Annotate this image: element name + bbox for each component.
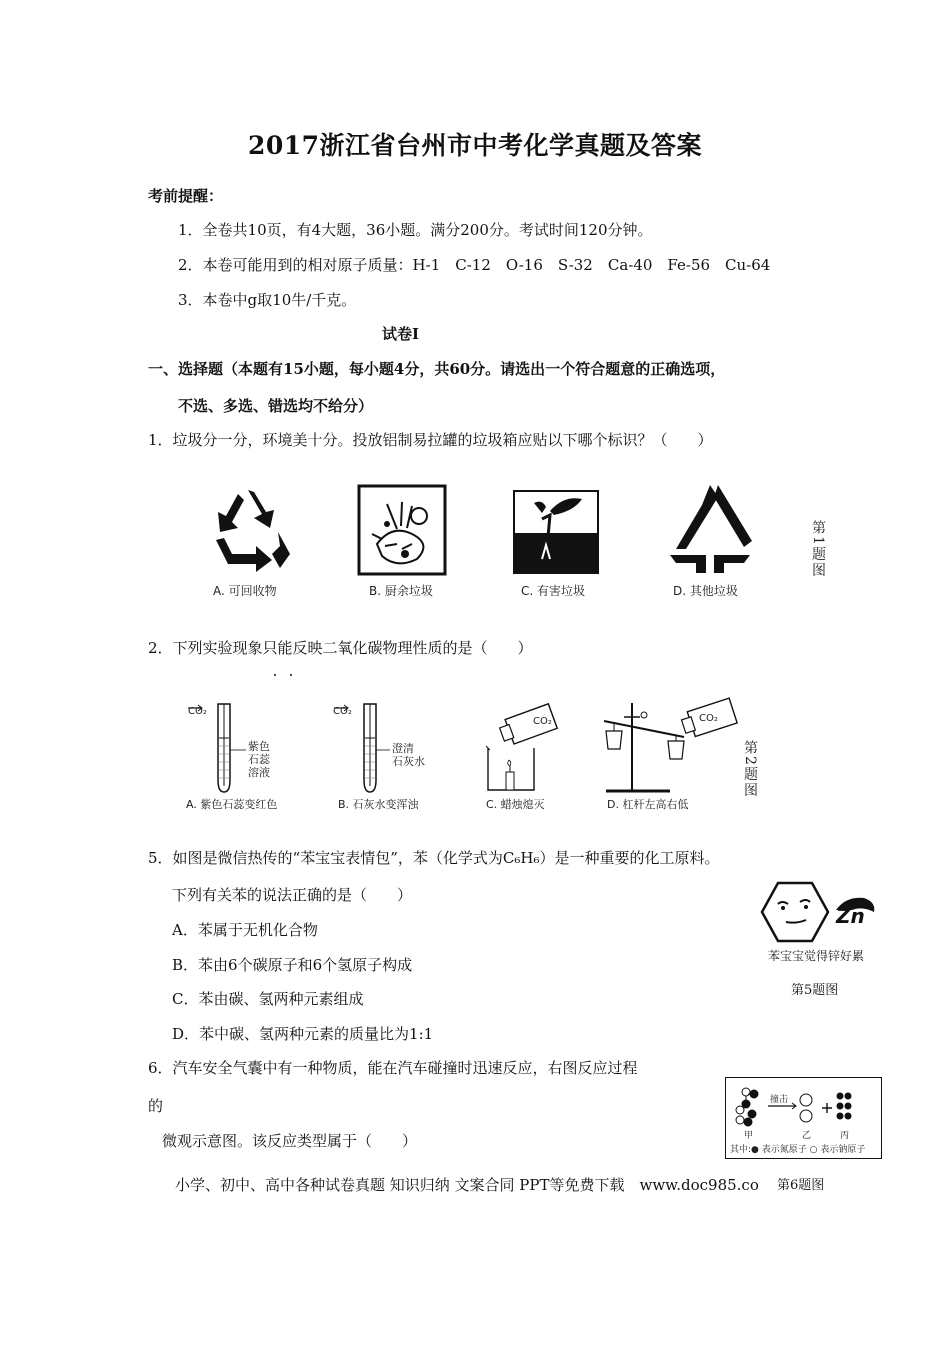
zinc-symbol: Zn (836, 904, 865, 928)
benzene-caption: 苯宝宝觉得锌好累 (768, 949, 865, 963)
q2-option-b: B. 石灰水变浑浊 (338, 798, 419, 811)
reminder-item: 2．本卷可能用到的相对原子质量：H-1 C-12 O-16 S-32 Ca-40 Fe-56 Cu-64 (178, 256, 771, 274)
q2-option-d: D. 杠杆左高右低 (607, 798, 689, 811)
litmus-label-1: 紫色 (248, 740, 270, 753)
reminder-item: 3．本卷中g取10牛/千克。 (178, 291, 357, 309)
reactant-label: 甲 (744, 1131, 754, 1141)
co2-label: CO₂ (533, 716, 552, 727)
limewater-label-1: 澄清 (392, 742, 414, 755)
q2-figure-label: 第2题图 (742, 740, 758, 799)
q2-option-a: A. 紫色石蕊变红色 (186, 798, 278, 811)
q5-option-a: A．苯属于无机化合物 (172, 921, 318, 939)
q1-option-b: B. 厨余垃圾 (369, 584, 433, 598)
co2-label: CO₂ (188, 706, 207, 717)
question-1-text: 1．垃圾分一分，环境美十分。投放铝制易拉罐的垃圾箱应贴以下哪个标识？（ ） (148, 431, 713, 449)
question-5-text-cont: 下列有关苯的说法正确的是（ ） (172, 886, 413, 904)
reaction-diagram (725, 1077, 882, 1159)
question-2-text: 2．下列实验现象只能反映二氧化碳物理性质的是（ ） (148, 639, 533, 657)
product-label-2: 丙 (840, 1131, 850, 1141)
emphasis-dot (274, 674, 276, 676)
question-6-text: 6．汽车安全气囊中有一种物质，能在汽车碰撞时迅速反应，右图反应过程 (148, 1059, 638, 1077)
page-title: 2017浙江省台州市中考化学真题及答案 (247, 131, 703, 160)
q5-option-c: C．苯由碳、氢两种元素组成 (172, 990, 364, 1008)
paper-label: 试卷Ⅰ (382, 325, 420, 343)
co2-label: CO₂ (333, 706, 352, 717)
question-5-text: 5．如图是微信热传的“苯宝宝表情包”，苯（化学式为C₆H₆）是一种重要的化工原料。 (148, 849, 720, 867)
question-6-text-wrap: 的 (148, 1097, 164, 1115)
co2-label: CO₂ (699, 713, 718, 724)
q6-figure-label: 第6题图 (777, 1178, 825, 1193)
candle-beaker-diagram (478, 700, 568, 800)
reaction-arrow-label: 撞击 (770, 1095, 789, 1105)
food-waste-icon (357, 484, 447, 576)
q1-option-c: C. 有害垃圾 (521, 584, 586, 598)
q5-option-d: D．苯中碳、氢两种元素的质量比为1:1 (172, 1025, 434, 1043)
lever-balance-diagram (600, 695, 740, 800)
q5-option-b: B．苯由6个碳原子和6个氢原子构成 (172, 956, 413, 974)
reaction-legend: 其中:● 表示氮原子 ○ 表示钠原子 (730, 1145, 866, 1155)
recycle-icon (198, 484, 298, 576)
section-heading: 一、选择题（本题有15小题，每小题4分，共60分。请选出一个符合题意的正确选项， (148, 360, 726, 378)
hazardous-waste-icon (512, 489, 600, 575)
other-waste-icon (666, 483, 754, 575)
q1-option-a: A. 可回收物 (213, 584, 277, 598)
q5-figure-label: 第5题图 (791, 983, 839, 998)
q1-option-d: D. 其他垃圾 (673, 584, 738, 598)
litmus-label-3: 溶液 (248, 766, 270, 779)
reminder-heading: 考前提醒： (148, 187, 224, 205)
q1-figure-label: 第1题图 (810, 520, 826, 579)
emphasis-dot (290, 674, 292, 676)
litmus-label-2: 石蕊 (248, 753, 270, 766)
question-6-text-cont: 微观示意图。该反应类型属于（ ） (162, 1132, 418, 1150)
q2-option-c: C. 蜡烛熄灭 (486, 798, 545, 811)
page-footer: 小学、初中、高中各种试卷真题 知识归纳 文案合同 PPT等免费下载 www.doc985.co (175, 1176, 759, 1194)
product-label-1: 乙 (802, 1131, 812, 1141)
section-heading-cont: 不选、多选、错选均不给分） (178, 397, 374, 415)
limewater-label-2: 石灰水 (392, 755, 425, 768)
benzene-face-icon (760, 880, 830, 944)
reminder-item: 1．全卷共10页，有4大题，36小题。满分200分。考试时间120分钟。 (178, 221, 653, 239)
